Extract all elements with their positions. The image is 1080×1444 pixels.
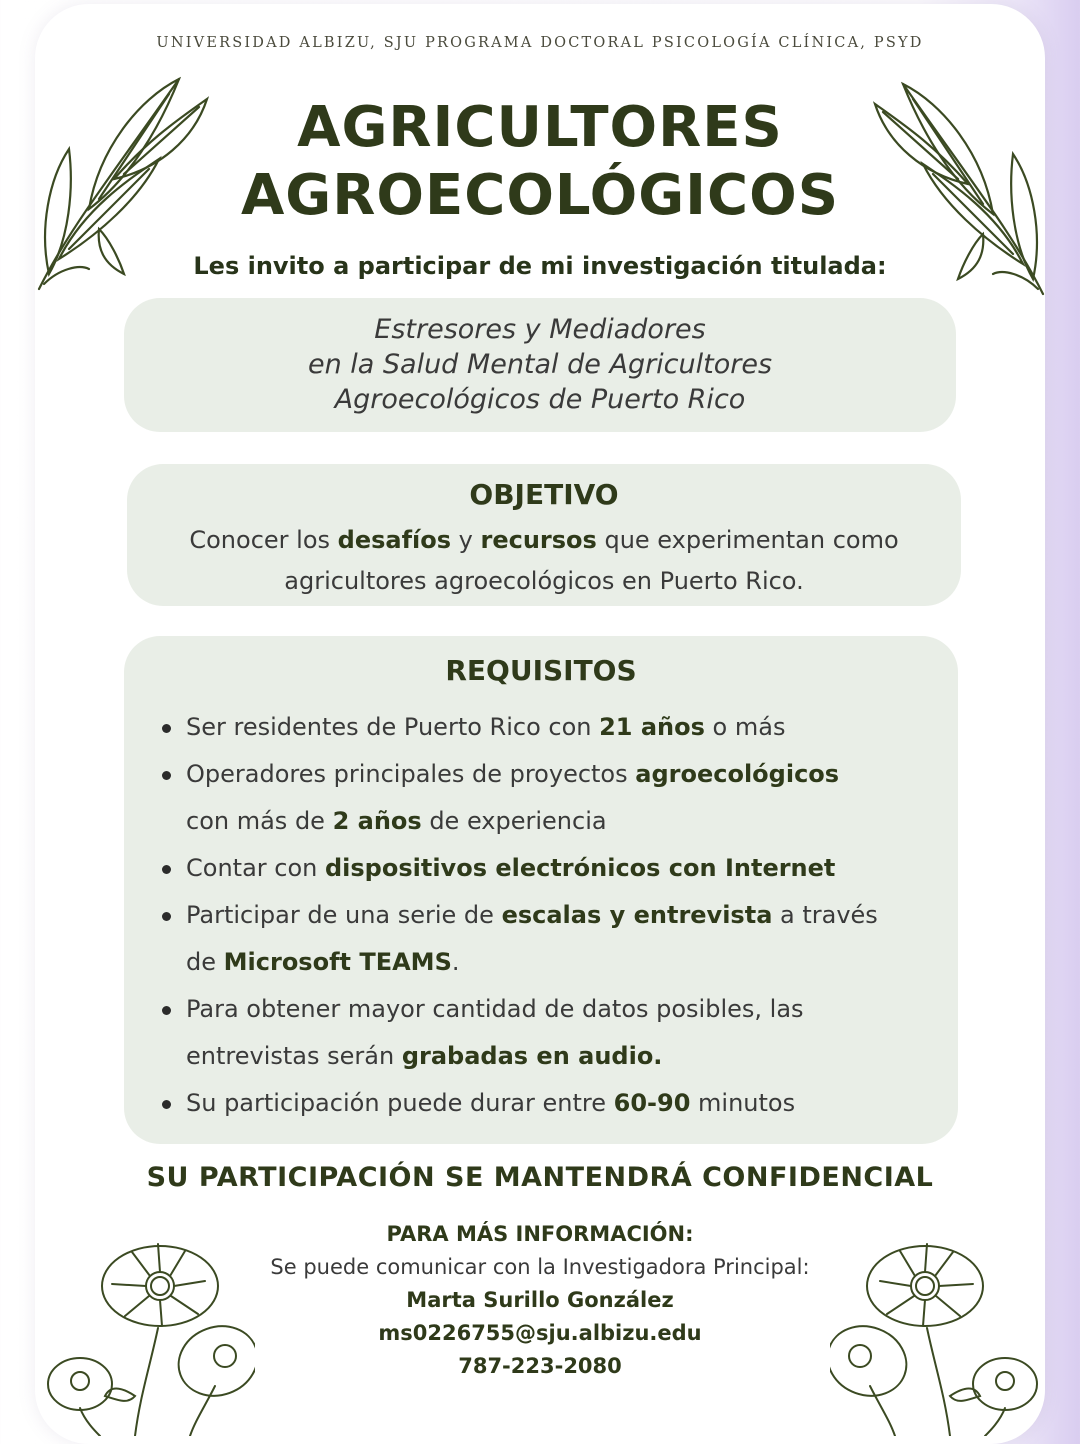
bullet-icon (162, 771, 171, 780)
requirements-panel (124, 636, 958, 1144)
list-item: Para obtener mayor cantidad de datos posibles, las entrevistas serán grabadas en audio. (154, 986, 938, 1080)
invitation-text: Les invito a participar de mi investigación titulada: (193, 252, 887, 280)
contact-heading: PARA MÁS INFORMACIÓN: (386, 1222, 694, 1246)
list-item: Participar de una serie de escalas y entrevista a través de Microsoft TEAMS. (154, 892, 938, 986)
contact-name: Marta Surillo González (406, 1288, 674, 1312)
requirements-heading: REQUISITOS (445, 654, 637, 687)
list-item: Contar con dispositivos electrónicos con Internet (154, 845, 938, 892)
requirements-list (154, 704, 938, 1127)
bullet-icon (162, 865, 171, 874)
daisy-flower-icon (40, 1236, 255, 1436)
confidential-notice: SU PARTICIPACIÓN SE MANTENDRÁ CONFIDENCIAL (146, 1162, 934, 1193)
objective-panel (127, 464, 961, 606)
list-item: Su participación puede durar entre 60-90 minutos (154, 1080, 938, 1127)
list-item: Operadores principales de proyectos agroecológicos con más de 2 años de experiencia (154, 751, 938, 845)
institution-header: UNIVERSIDAD ALBIZU, SJU PROGRAMA DOCTORAL PSICOLOGÍA CLÍNICA, PSYD (156, 35, 924, 51)
bullet-icon (162, 1100, 171, 1109)
bullet-icon (162, 724, 171, 733)
title-line: AGRICULTORES (297, 95, 783, 160)
study-title-line: en la Salud Mental de Agricultores (307, 349, 773, 380)
bullet-icon (162, 1006, 171, 1015)
contact-email[interactable]: ms0226755@sju.albizu.edu (378, 1321, 702, 1345)
page-title (35, 94, 1045, 230)
list-item: Ser residentes de Puerto Rico con 21 años o más (154, 704, 938, 751)
daisy-flower-icon (830, 1236, 1045, 1436)
flyer-card (35, 4, 1045, 1444)
bullet-icon (162, 912, 171, 921)
study-title-line: Estresores y Mediadores (374, 314, 706, 345)
contact-phone[interactable]: 787-223-2080 (458, 1354, 622, 1378)
study-title-panel (124, 298, 956, 432)
title-line: AGROECOLÓGICOS (240, 163, 840, 228)
contact-line: Se puede comunicar con la Investigadora Principal: (270, 1255, 810, 1279)
objective-heading: OBJETIVO (469, 478, 619, 511)
study-title-line: Agroecológicos de Puerto Rico (334, 384, 746, 415)
objective-text: Conocer los desafíos y recursos que experimentan como agricultores agroecológicos en Puerto Rico. (189, 526, 899, 595)
